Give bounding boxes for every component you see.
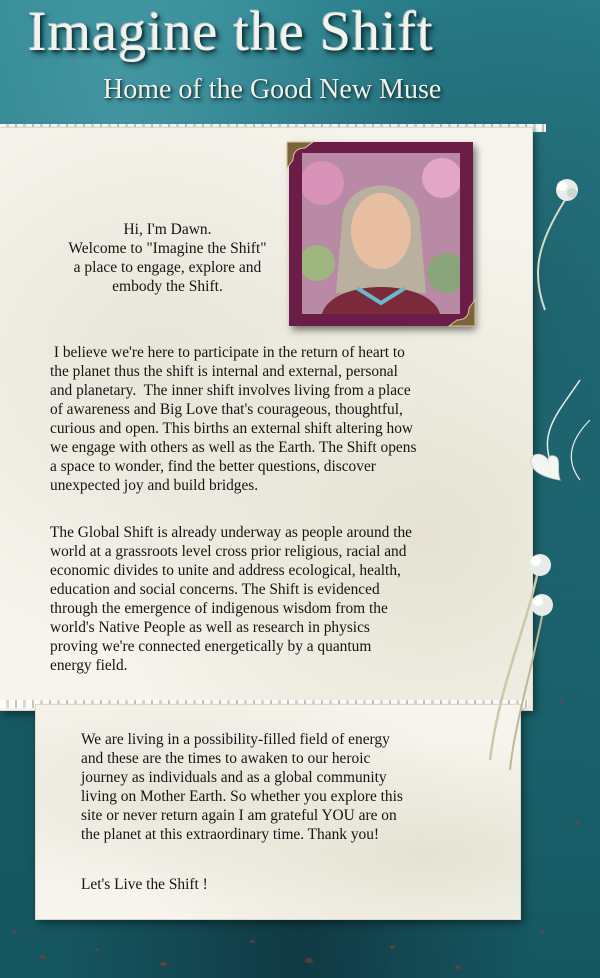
text-line: economic divides to unite and address ecological, health, [50, 562, 401, 579]
site-subtitle: Home of the Good New Muse [103, 74, 442, 105]
paragraph-inner-shift [50, 343, 416, 495]
flower-vine-decoration [470, 160, 600, 780]
text-line: curious and open. This births an external shift altering how [50, 420, 414, 437]
intro-line: embody the Shift. [112, 278, 223, 295]
text-line: world at a grassroots level cross prior religious, racial and [50, 543, 407, 560]
text-line: The Global Shift is already underway as people around the [50, 524, 412, 541]
text-line: energy field. [50, 657, 128, 674]
site-title: Imagine the Shift [28, 1, 434, 63]
ornate-corner-icon [285, 140, 315, 170]
text-line: proving we're connected energetically by a quantum [50, 638, 372, 655]
text-line: We are living in a possibility-filled field of energy [81, 731, 390, 748]
text-line: through the emergence of indigenous wisdom from the [50, 600, 388, 617]
text-line: and planetary. The inner shift involves living from a place [50, 382, 411, 399]
text-line: the planet at this extraordinary time. Thank you! [81, 826, 380, 843]
text-line: a space to wonder, find the better questions, discover [50, 458, 376, 475]
ornate-corner-icon [447, 298, 477, 328]
profile-photo [302, 153, 460, 314]
text-line: the planet thus the shift is internal and external, personal [50, 363, 398, 380]
intro-line: Welcome to "Imagine the Shift" [68, 240, 267, 257]
profile-photo-frame [289, 142, 473, 326]
text-line: education and social concerns. The Shift is evidenced [50, 581, 380, 598]
text-line: unexpected joy and build bridges. [50, 477, 259, 494]
intro-greeting [40, 220, 295, 296]
intro-line: a place to engage, explore and [73, 259, 262, 276]
text-line: of awareness and Big Love that's courageous, thoughtful, [50, 401, 403, 418]
intro-line: Hi, I'm Dawn. [123, 221, 212, 238]
flower-icon [531, 594, 553, 616]
flower-icon [529, 554, 551, 576]
closing-line: Let's Live the Shift ! [81, 876, 208, 893]
paragraph-global-shift [50, 523, 412, 675]
text-line: world's Native People as well as research in physics [50, 619, 370, 636]
text-line: I believe we're here to participate in the return of heart to [50, 344, 405, 361]
text-line: journey as individuals and as a global community [81, 769, 387, 786]
heart-icon [531, 454, 560, 480]
paragraph-possibility [81, 730, 403, 844]
text-line: living on Mother Earth. So whether you explore this [81, 788, 403, 805]
text-line: and these are the times to awaken to our heroic [81, 750, 371, 767]
text-line: we engage with others as well as the Earth. The Shift opens [50, 439, 417, 456]
flower-icon [556, 179, 578, 201]
text-line: site or never return again I am grateful YOU are on [81, 807, 397, 824]
